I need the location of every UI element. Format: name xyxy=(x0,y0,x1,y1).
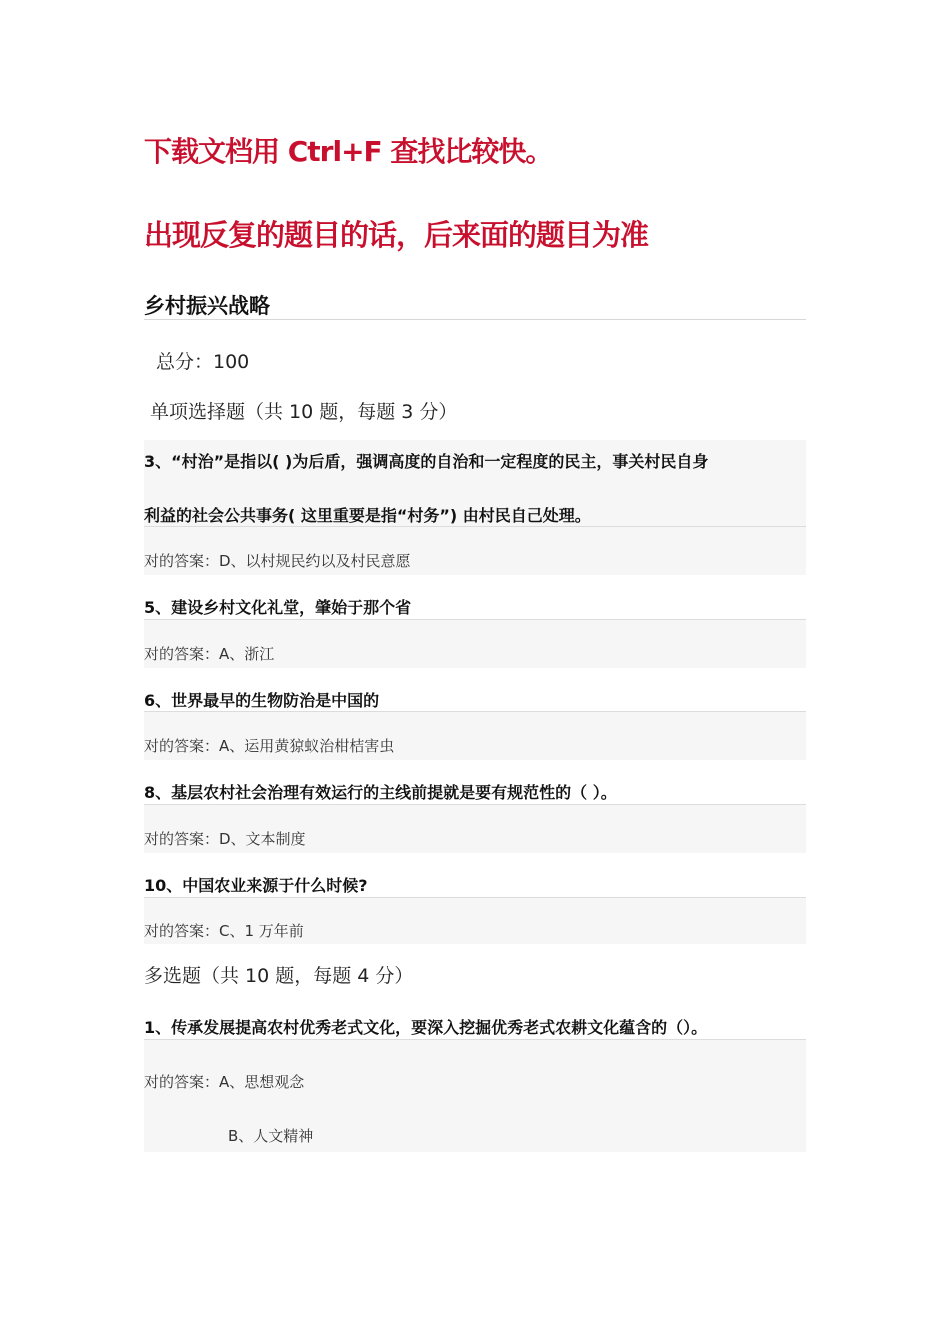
title-divider xyxy=(144,319,806,320)
header-tip-search: 下载文档用 Ctrl+F 查找比较快。 xyxy=(144,135,553,168)
question-text: 6、世界最早的生物防治是中国的 xyxy=(144,691,380,710)
question-text: 5、建设乡村文化礼堂，肇始于那个省 xyxy=(144,598,412,617)
answer-text-extra: B、人文精神 xyxy=(228,1127,314,1145)
question-text: 8、基层农村社会治理有效运行的主线前提就是要有规范性的（ ）。 xyxy=(144,783,617,802)
total-score: 总分：100 xyxy=(156,351,250,373)
question-text: 10、中国农业来源于什么时候? xyxy=(144,876,368,895)
single-choice-section-label: 单项选择题（共 10 题，每题 3 分） xyxy=(150,401,458,423)
answer-text: 对的答案：D、以村规民约以及村民意愿 xyxy=(144,552,411,570)
question-text: 利益的社会公共事务( 这里重要是指“村务”) 由村民自己处理。 xyxy=(144,506,591,525)
multi-choice-section-label: 多选题（共 10 题，每题 4 分） xyxy=(144,965,414,987)
header-tip-duplicates: 出现反复的题目的话，后来面的题目为准 xyxy=(144,218,649,252)
answer-text: 对的答案：D、文本制度 xyxy=(144,830,306,848)
question-text: 1、传承发展提高农村优秀老式文化，要深入挖掘优秀老式农耕文化蕴含的（）。 xyxy=(144,1018,708,1037)
answer-text: 对的答案：A、运用黄猄蚁治柑桔害虫 xyxy=(144,737,395,755)
course-title: 乡村振兴战略 xyxy=(144,294,270,318)
answer-text: 对的答案：A、浙江 xyxy=(144,645,275,663)
answer-text: 对的答案：C、1 万年前 xyxy=(144,922,304,940)
question-text: 3、“村治”是指以( )为后盾，强调高度的自治和一定程度的民主，事关村民自身 xyxy=(144,452,709,471)
answer-text: 对的答案：A、思想观念 xyxy=(144,1073,305,1091)
